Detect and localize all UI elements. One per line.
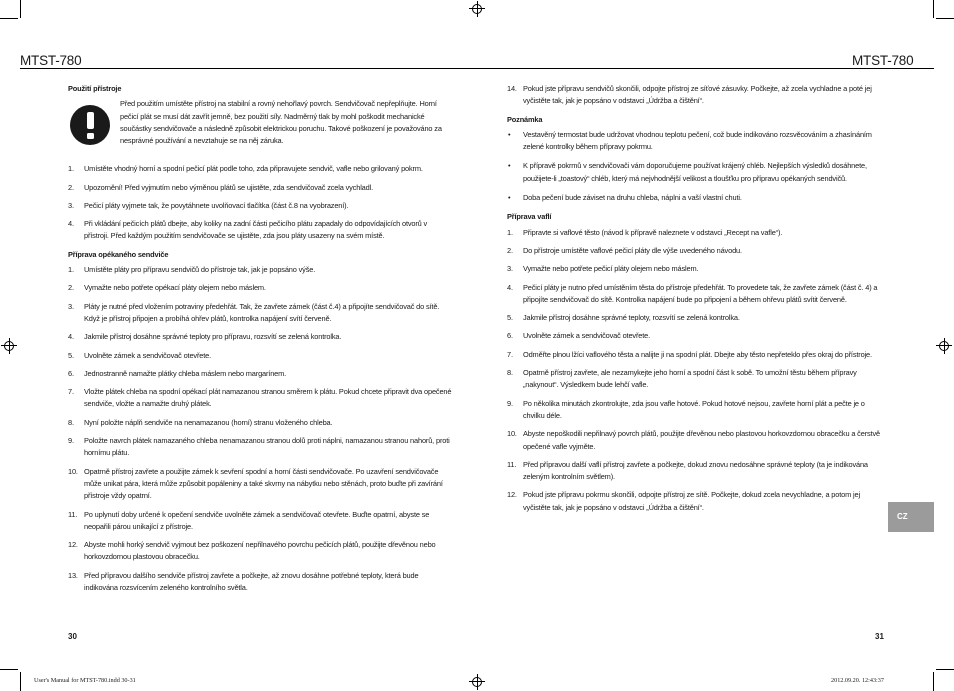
toast-list (68, 264, 453, 594)
item-text: Jakmile přístroj dosáhne správné teploty pro přípravu, rozsvítí se zelená kontrolka. (84, 332, 342, 342)
list-item (68, 331, 453, 343)
item-text: Pokud jste přípravu sendvičů skončili, odpojte přístroj ze síťové zásuvky. Počkejte, až zcela vychladne a poté jej vyčistěte tak, jak je popsáno v odstavci „Údržba a čištění“. (523, 84, 872, 106)
usage-list (68, 163, 453, 242)
exclamation-warning-icon (70, 105, 110, 145)
item-number: 4. (68, 219, 74, 229)
item-number: 5. (507, 313, 513, 323)
item-number: 3. (68, 301, 74, 311)
item-text: Před přípravou dalšího sendviče přístroj zavřete a počkejte, až znovu dosáhne potřebné teploty, která bude indikována rozsvícením zeleného kontrolního světla. (84, 570, 419, 593)
list-item (68, 264, 453, 276)
footer-file: User's Manual for MTST-780.indd 30-31 (34, 677, 136, 684)
item-text: Abyste mohli horký sendvič vyjmout bez poškození nepřilnavého povrchu pečicích plátů, použijte dřevěnou nebo horkovzdornou plastovou obracečku. (84, 540, 436, 562)
item-text: Pečicí pláty je nutno před umístěním těsta do přístroje předehřát. To provedete tak, že zavřete zámek (část č. 4) a připojíte sendvičovač do sítě. Kontrolka napájení bude po připojení a během ohřevu plátů svítit červeně. (523, 282, 878, 304)
item-text: Nyní položte náplň sendviče na nenamazanou (horní) stranu vloženého chleba. (84, 417, 333, 427)
list-item (68, 509, 453, 534)
item-text: Jednostranně namažte plátky chleba máslem nebo margarínem. (84, 368, 287, 378)
item-text: Po několika minutách zkontrolujte, zda jsou vafle hotové. Pokud hotové nejsou, zavřete horní plát a pečte je o chvilku déle. (523, 398, 865, 420)
item-text: Uvolněte zámek a sendvičovač otevřete. (84, 350, 211, 360)
item-text: Umístěte pláty pro přípravu sendvičů do přístroje tak, jak je popsáno výše. (84, 265, 316, 275)
item-text: Při vkládání pečicích plátů dbejte, aby koliky na zadní části pečicího plátu zapadaly do odpovídajících otvorů v přístroji. Před každým použitím sendvičovače se ujistěte, zda jsou pláty usazeny na svém místě. (84, 219, 428, 241)
warning-block (68, 98, 453, 158)
list-item (68, 218, 453, 243)
item-number: 10. (68, 466, 78, 476)
item-number: 5. (68, 350, 74, 360)
item-text: Upozornění! Před vyjmutím nebo výměnou plátů se ujistěte, zda sendvičovač zcela vychladl. (84, 182, 373, 192)
right-page (477, 0, 954, 691)
item-number: 1. (507, 227, 513, 237)
list-item (68, 368, 453, 380)
list-item (507, 160, 887, 185)
right-content (507, 83, 887, 520)
item-number: 12. (507, 490, 517, 500)
item-text: Připravte si vaflové těsto (návod k přípravě naleznete v odstavci „Recept na vafle“). (523, 227, 783, 237)
list-item (507, 349, 887, 361)
item-number: 14. (507, 84, 517, 93)
item-number: 3. (68, 200, 74, 210)
bullet-icon: • (508, 193, 511, 203)
item-number: 7. (507, 349, 513, 359)
list-item (507, 192, 887, 204)
list-item (68, 386, 453, 411)
item-number: 6. (507, 331, 513, 341)
item-text: Pečicí pláty vyjmete tak, že povytáhnete uvolňovací tlačítka (část č.8 na vyobrazení). (84, 200, 349, 210)
item-number: 8. (68, 417, 74, 427)
right-header-rule (477, 68, 934, 69)
list-item (507, 367, 887, 392)
item-number: 9. (507, 398, 513, 408)
item-number: 2. (507, 245, 513, 255)
item-number: 10. (507, 429, 517, 439)
item-text: Vymažte nebo potřete pečicí pláty olejem nebo máslem. (523, 264, 699, 274)
item-number: 3. (507, 264, 513, 274)
list-item (68, 466, 453, 503)
list-item (68, 435, 453, 460)
item-text: Před přípravou další vaflí přístroj zavřete a počkejte, dokud znovu nedosáhne správné teploty (ta je indikována zeleným kontrolním světlem). (523, 459, 868, 482)
waffle-heading: Příprava vaflí (507, 212, 552, 222)
item-text: Opatrně přístroj zavřete, ale nezamykejte jeho horní a spodní část k sobě. To umožní těstu během přípravy „nakynout“. Výsledkem bude lehčí vafle. (523, 368, 857, 390)
item-text: Uvolněte zámek a sendvičovač otevřete. (523, 331, 650, 341)
list-item (68, 182, 453, 194)
item-number: 2. (68, 182, 74, 192)
list-item (507, 282, 887, 307)
item-number: 13. (68, 570, 78, 580)
language-tab-label: CZ (897, 512, 908, 521)
list-item (68, 163, 453, 175)
list-item (507, 227, 887, 239)
list-item (507, 459, 887, 484)
item-text: Položte navrch plátek namazaného chleba nenamazanou stranou dolů proti náplni, namazanou stranou nahorů, proti hornímu plátu. (84, 436, 450, 458)
item-number: 9. (68, 436, 74, 446)
bullet-icon: • (508, 161, 511, 171)
item-text: K přípravě pokrmů v sendvičovači vám doporučujeme používat krájený chléb. Nejlepších výsledků dosáhnete, použijete-li „toastový“ chléb, který má nejvhodnější velikost a tloušťku pro přípravu opékaných sendvičů. (523, 161, 867, 183)
list-item (68, 539, 453, 564)
item-text: Pokud jste přípravu pokrmu skončili, odpojte přístroj ze sítě. Počkejte, dokud zcela nevychladne, a potom jej vyčistěte tak, jak je popsáno v odstavci „Údržba a čištění“. (523, 490, 860, 512)
item-number: 11. (68, 509, 78, 519)
list-item (68, 350, 453, 362)
item-text: Vložte plátek chleba na spodní opékací plát namazanou stranou směrem k plátu. Pokud chcete připravit dva opečené sendviče, vložte a namažte druhý plátek. (84, 387, 452, 409)
item-number: 2. (68, 283, 74, 293)
list-item (507, 312, 887, 324)
page-number-right: 31 (875, 632, 884, 641)
list-item (507, 83, 887, 108)
item-text: Po uplynutí doby určené k opečení sendviče uvolněte zámek a sendvičovač otevřete. Buďte opatrní, abyste se neopařili párou unikající z přístroje. (84, 509, 430, 531)
item-text: Vestavěný termostat bude udržovat vhodnou teplotu pečení, což bude indikováno rozsvěcováním a zhasínáním zelené kontrolky během přípravy pokrmu. (523, 129, 872, 152)
item-text: Abyste nepoškodili nepřilnavý povrch plátů, použijte dřevěnou nebo plastovou horkovzdornou obracečku a čerstvě opečené vafle vyjměte. (523, 429, 880, 451)
list-item (507, 489, 887, 514)
item-number: 4. (507, 282, 513, 292)
page-number-left: 30 (68, 632, 77, 641)
item-text: Jakmile přístroj dosáhne správné teploty, rozsvítí se zelená kontrolka. (523, 313, 740, 323)
toast-heading: Příprava opékaného sendviče (68, 249, 169, 259)
list-item (68, 570, 453, 595)
warning-text: Před použitím umístěte přístroj na stabilní a rovný nehořlavý povrch. Sendvičovač nepřeplňujte. Horní pečicí plát se musí dát zavřít jemně, bez použití síly. Nadměrný tlak by mohl poškodit mechanické součástky sendvičovače a následně způsobit elektrickou poruchu. Takové poškození je považováno za nesprávné používání a nevztahuje se na něj záruka. (120, 99, 442, 146)
item-text: Vymažte nebo potřete opékací pláty olejem nebo máslem. (84, 283, 266, 293)
list-item (507, 330, 887, 342)
footer-date: 2012.09.20. 12:43:37 (831, 677, 884, 684)
list-item (68, 282, 453, 294)
list-item (507, 245, 887, 257)
item-number: 6. (68, 368, 74, 378)
item-number: 1. (68, 164, 74, 174)
list-item (507, 428, 887, 453)
usage-heading: Použití přístroje (68, 84, 122, 93)
item-text: Umístěte vhodný horní a spodní pečicí plát podle toho, zda připravujete sendvič, vafle nebo grilovaný pokrm. (84, 164, 423, 174)
note-heading: Poznámka (507, 114, 543, 124)
note-list (507, 129, 887, 204)
item-number: 7. (68, 387, 74, 397)
item-number: 12. (68, 540, 78, 550)
item-number: 11. (507, 459, 517, 469)
list-item (68, 417, 453, 429)
list-item (507, 129, 887, 154)
item-number: 1. (68, 265, 74, 275)
list-item (68, 301, 453, 326)
list-item (507, 263, 887, 275)
left-header-rule (20, 68, 477, 69)
item-number: 4. (68, 332, 74, 342)
item-text: Opatrně přístroj zavřete a použijte zámek k sevření spodní a horní části sendvičovače. Po uzavření sendvičovače může unikat pára, která může způsobit popáleniny a také skvrny na nábytku nebo stěnách, proto buďte při zavírání přístroje vždy opatrní. (84, 466, 443, 501)
list-item (68, 200, 453, 212)
left-header-model: MTST-780 (20, 53, 82, 68)
item-text: Pláty je nutné před vložením potraviny předehřát. Tak, že zavřete zámek (část č.4) a připojíte sendvičovač do sítě. Když je přístroj připojen a probíhá ohřev plátů, kontrolka napájení svítí červeně. (84, 301, 440, 323)
bullet-icon: • (508, 129, 511, 139)
list-item (507, 398, 887, 423)
waffle-list (507, 227, 887, 514)
item-text: Doba pečení bude záviset na druhu chleba, náplni a vaší vlastní chuti. (523, 193, 742, 203)
left-content (68, 83, 453, 600)
right-header-model: MTST-780 (852, 53, 914, 68)
language-tab (888, 502, 934, 532)
item-text: Odměřte plnou lžíci vaflového těsta a nalijte ji na spodní plát. Dbejte aby těsto nepřeteklo přes okraj do přístroje. (523, 349, 872, 359)
item-text: Do přístroje umístěte vaflové pečicí pláty dle výše uvedeného návodu. (523, 245, 742, 255)
item-number: 8. (507, 368, 513, 378)
